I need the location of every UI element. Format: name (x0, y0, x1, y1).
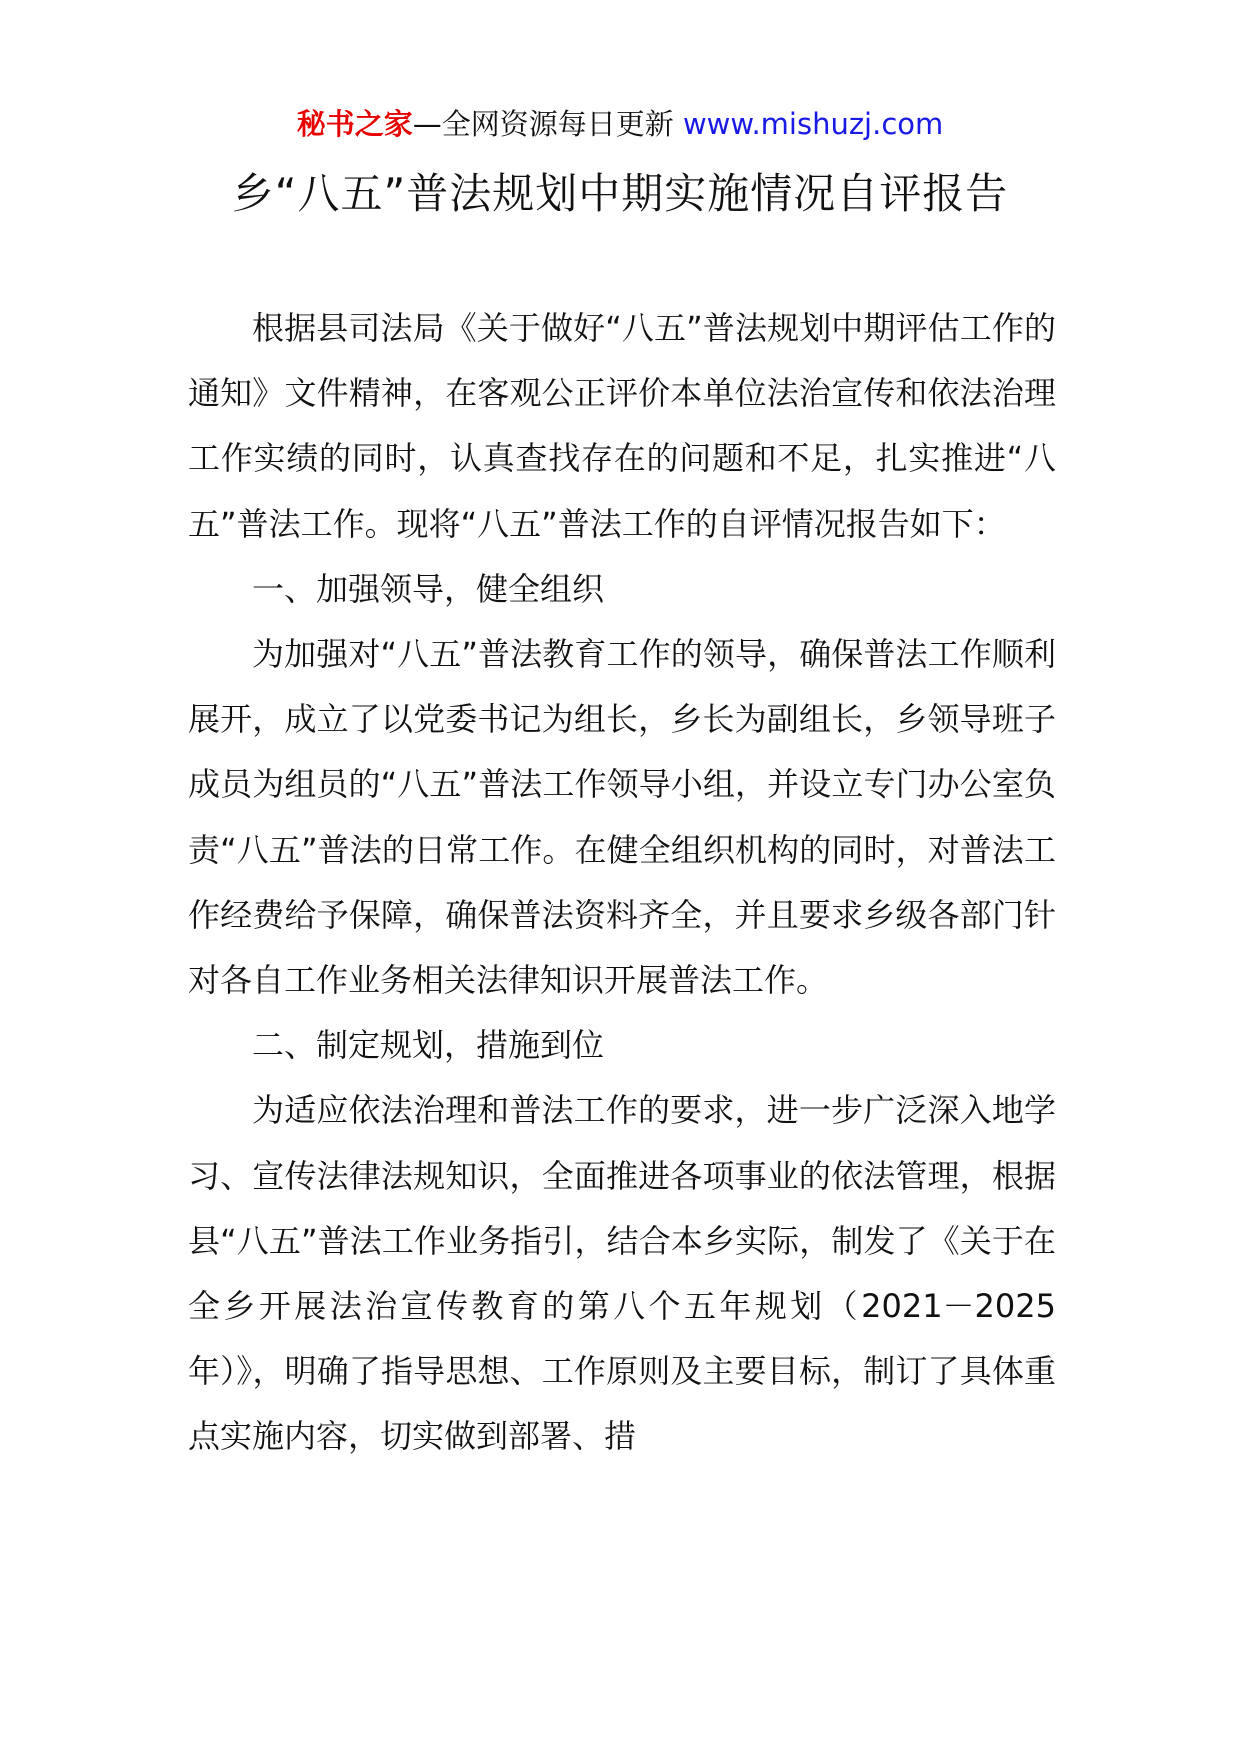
section-heading-1: 一、加强领导，健全组织 (252, 569, 605, 608)
site-header (0, 104, 1240, 144)
document-title: 乡“八五”普法规划中期实施情况自评报告 (231, 169, 1009, 218)
header-slogan: —全网资源每日更新 (412, 107, 674, 141)
paragraph-intro: 根据县司法局《关于做好“八五”普法规划中期评估工作的通知》文件精神，在客观公正评价本单位法治宣传和依法治理工作实绩的同时，认真查找存在的问题和不足，扎实推进“八五”普法工作。现将“八五”普法工作的自评情况报告如下： (188, 309, 1056, 543)
paragraph-section-1: 为加强对“八五”普法教育工作的领导，确保普法工作顺利展开，成立了以党委书记为组长，乡长为副组长，乡领导班子成员为组员的“八五”普法工作领导小组，并设立专门办公室负责“八五”普法的日常工作。在健全组织机构的同时，对普法工作经费给予保障，确保普法资料齐全，并且要求乡级各部门针对各自工作业务相关法律知识开展普法工作。 (188, 635, 1056, 1000)
section-heading-2: 二、制定规划，措施到位 (252, 1026, 605, 1065)
paragraph-section-2: 为适应依法治理和普法工作的要求，进一步广泛深入地学习、宣传法律法规知识，全面推进各项事业的依法管理，根据县“八五”普法工作业务指引，结合本乡实际，制发了《关于在全乡开展法治宣传教育的第八个五年规划（2021－2025年）》，明确了指导思想、工作原则及主要目标，制订了具体重点实施内容，切实做到部署、措 (188, 1091, 1056, 1456)
document-body (188, 296, 1056, 1470)
brand-name: 秘书之家 (296, 107, 413, 141)
site-url[interactable]: www.mishuzj.com (682, 107, 944, 141)
